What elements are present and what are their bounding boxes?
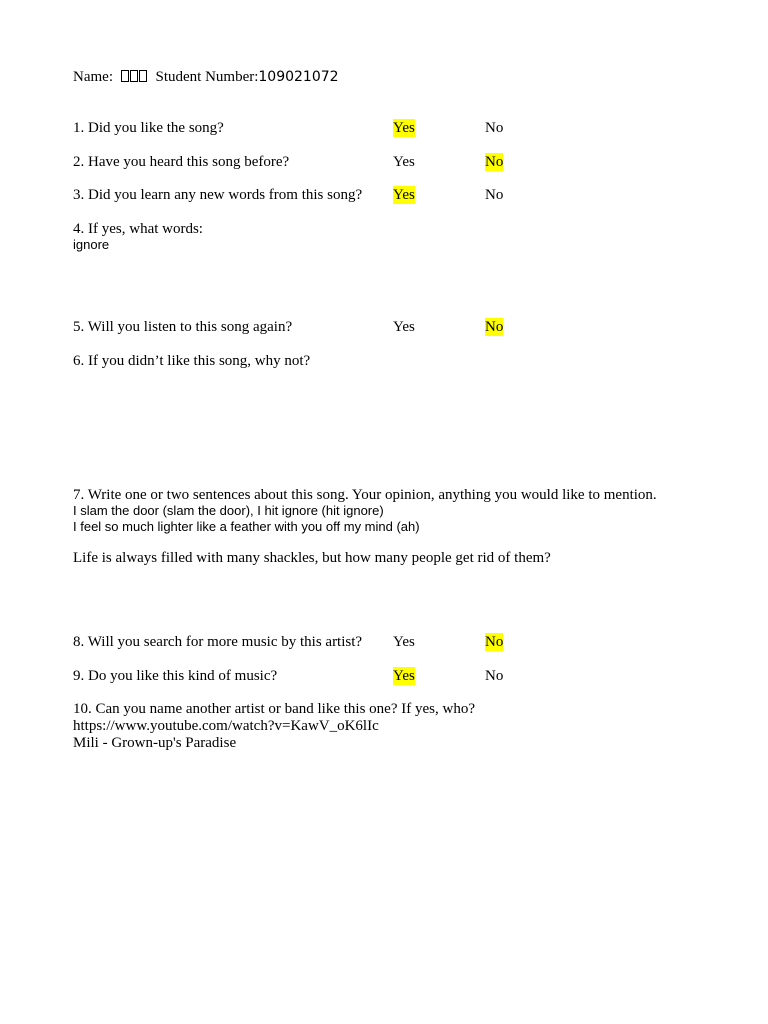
- q8-no-option[interactable]: No: [485, 634, 504, 650]
- q2-no-option[interactable]: No: [485, 154, 504, 170]
- question-4: 4. If yes, what words:: [73, 221, 203, 237]
- q3-no-option[interactable]: No: [485, 187, 504, 203]
- question-7: 7. Write one or two sentences about this song. Your opinion, anything you would like to mention.: [73, 487, 657, 503]
- q10-answer-line-1[interactable]: https://www.youtube.com/watch?v=KawV_oK6lIc: [73, 718, 379, 734]
- q10-answer-line-2[interactable]: Mili - Grown-up's Paradise: [73, 735, 237, 751]
- question-6: 6. If you didn’t like this song, why not?: [73, 353, 311, 369]
- question-10: 10. Can you name another artist or band like this one? If yes, who?: [73, 701, 475, 717]
- q1-no-option[interactable]: No: [485, 120, 504, 136]
- name-label: Name:: [73, 69, 113, 85]
- q3-yes-option[interactable]: Yes: [393, 187, 415, 203]
- q7-answer-line-2[interactable]: I feel so much lighter like a feather with you off my mind (ah): [73, 519, 420, 534]
- name-row: [73, 68, 339, 86]
- question-1: 1. Did you like the song?: [73, 120, 224, 136]
- q4-answer[interactable]: ignore: [73, 237, 110, 252]
- q1-yes-option[interactable]: Yes: [393, 120, 415, 136]
- question-9: 9. Do you like this kind of music?: [73, 668, 278, 684]
- question-8: 8. Will you search for more music by this artist?: [73, 634, 363, 650]
- question-3: 3. Did you learn any new words from this song?: [73, 187, 363, 203]
- question-5: 5. Will you listen to this song again?: [73, 319, 293, 335]
- student-number-label: Student Number:: [155, 69, 259, 85]
- q5-yes-option[interactable]: Yes: [393, 319, 415, 335]
- q5-no-option[interactable]: No: [485, 319, 504, 335]
- question-2: 2. Have you heard this song before?: [73, 154, 290, 170]
- q8-yes-option[interactable]: Yes: [393, 634, 415, 650]
- q9-yes-option[interactable]: Yes: [393, 668, 415, 684]
- q9-no-option[interactable]: No: [485, 668, 504, 684]
- q7-answer-line-1[interactable]: I slam the door (slam the door), I hit ignore (hit ignore): [73, 503, 384, 518]
- student-number-value[interactable]: 109021072: [258, 69, 339, 85]
- name-value[interactable]: [121, 69, 148, 85]
- q2-yes-option[interactable]: Yes: [393, 154, 415, 170]
- q7-answer-line-3[interactable]: Life is always filled with many shackles, but how many people get rid of them?: [73, 550, 551, 566]
